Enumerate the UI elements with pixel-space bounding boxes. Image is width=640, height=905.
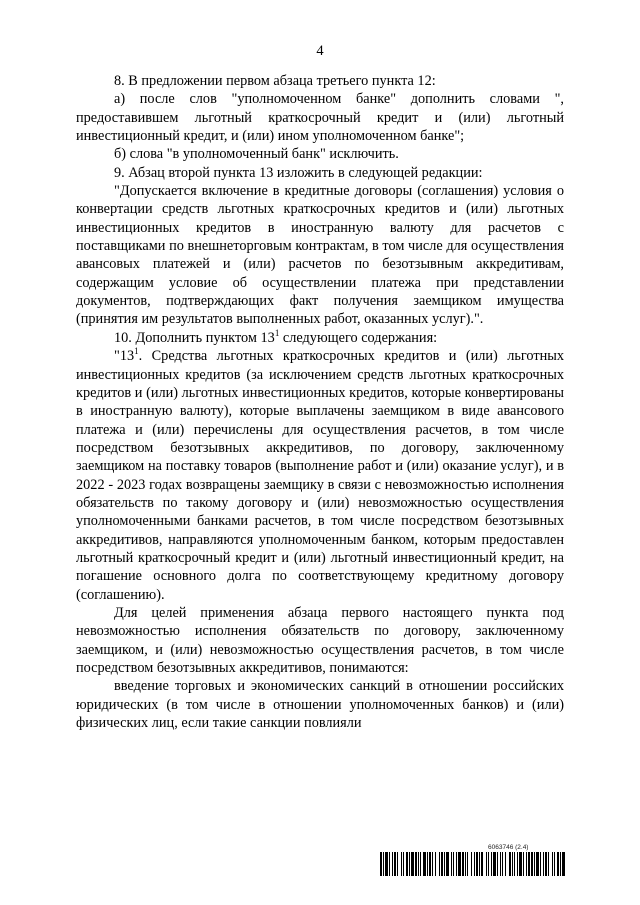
barcode-bar <box>456 852 457 876</box>
barcode <box>380 852 566 876</box>
barcode-bar <box>562 852 565 876</box>
barcode-bar <box>554 852 555 876</box>
barcode-bar <box>383 852 384 876</box>
barcode-bar <box>465 852 466 876</box>
barcode-bar <box>543 852 544 876</box>
barcode-bar <box>444 852 445 876</box>
paragraph-subitem-b: б) слова "в уполномоченный банк" исключить. <box>114 146 399 163</box>
barcode-bar <box>560 852 561 876</box>
barcode-bar <box>474 852 475 876</box>
barcode-bar <box>531 852 533 876</box>
barcode-bar <box>519 852 522 876</box>
barcode-bar <box>526 852 527 876</box>
barcode-bar <box>409 852 410 876</box>
barcode-bar <box>451 852 452 876</box>
barcode-bar <box>502 852 503 876</box>
barcode-bar <box>493 852 496 876</box>
barcode-bar <box>509 852 511 876</box>
barcode-bar <box>476 852 478 876</box>
document-body <box>76 72 564 732</box>
barcode-bar <box>394 852 396 876</box>
barcode-bar <box>446 852 449 876</box>
superscript: 1 <box>274 328 280 339</box>
barcode-bar <box>418 852 419 876</box>
paragraph-item-9: 9. Абзац второй пункта 13 изложить в следующей редакции: <box>114 164 483 181</box>
page-number: 4 <box>316 43 324 59</box>
barcode-bar <box>406 852 408 876</box>
barcode-bar <box>500 852 501 876</box>
barcode-bar <box>486 852 487 876</box>
paragraph-item-10: 10. Дополнить пунктом $13^1$ следующего содержания: <box>114 328 438 346</box>
document-code: 6063746 (2.4) <box>488 844 529 851</box>
barcode-bar <box>505 852 506 876</box>
paragraph-quote-13: "Допускается включение в кредитные договоры (соглашения) условия о конвертации средств льготных краткосрочных кредитов и (или) льготных инвестиционных кредитов в иностранную валюту для расчетов с поставщиками по внешнеторговым контрактам, в том числе для осуществления авансовых платежей и (или) расчетов по безотзывным аккредитивам, содержащим условие об осуществлении платежа при представлении документов, подтверждающих факт получения заемщиком имущества (принятия им результатов выполненных работ, оказанных услуг).". <box>76 183 564 328</box>
barcode-bar <box>540 852 541 876</box>
barcode-bar <box>536 852 539 876</box>
barcode-bar <box>534 852 535 876</box>
barcode-bar <box>545 852 547 876</box>
barcode-bar <box>411 852 414 876</box>
barcode-bar <box>462 852 464 876</box>
barcode-bar <box>517 852 518 876</box>
barcode-bar <box>423 852 426 876</box>
paragraph-definitions: Для целей применения абзаца первого настоящего пункта под невозможностью исполнения обязательств по договору, заключенному заемщиком, и (или) невозможностью осуществления расчетов, в том числе посредством безотзывных аккредитивов, понимаются: <box>76 604 564 676</box>
superscript: 1 <box>134 346 139 357</box>
barcode-bar <box>488 852 489 876</box>
barcode-bar <box>415 852 417 876</box>
paragraph-item-8: 8. В предложении первом абзаца третьего пункта 12: <box>114 73 436 89</box>
paragraph-subitem-a: а) после слов "уполномоченном банке" дополнить словами ", предоставившем льготный краткосрочный кредит и (или) льготный инвестиционный кредит, и (или) ином уполномоченном банке"; <box>76 91 564 145</box>
barcode-bar <box>491 852 492 876</box>
barcode-bar <box>389 852 390 876</box>
barcode-bar <box>552 852 553 876</box>
barcode-bar <box>401 852 402 876</box>
barcode-bar <box>479 852 480 876</box>
barcode-bar <box>512 852 513 876</box>
barcode-bar <box>497 852 498 876</box>
barcode-bar <box>528 852 530 876</box>
barcode-bar <box>397 852 398 876</box>
barcode-bar <box>380 852 382 876</box>
paragraph-sanctions: введение торговых и экономических санкций в отношении российских юридических (в том числе в отношении уполномоченных банков) и (или) физических лиц, если такие санкции повлияли <box>76 678 564 732</box>
barcode-bar <box>403 852 404 876</box>
barcode-bar <box>548 852 549 876</box>
barcode-bar <box>435 852 436 876</box>
barcode-bar <box>467 852 468 876</box>
barcode-bar <box>481 852 483 876</box>
barcode-bar <box>427 852 428 876</box>
barcode-bar <box>453 852 454 876</box>
barcode-bar <box>420 852 421 876</box>
barcode-bar <box>458 852 461 876</box>
barcode-bar <box>471 852 472 876</box>
barcode-bar <box>429 852 431 876</box>
barcode-bar <box>441 852 443 876</box>
barcode-bar <box>385 852 388 876</box>
barcode-bar <box>557 852 559 876</box>
barcode-bar <box>523 852 524 876</box>
barcode-bar <box>432 852 433 876</box>
barcode-bar <box>439 852 440 876</box>
barcode-bar <box>392 852 393 876</box>
paragraph-quote-13-1: "$13^1$. Средства льготных краткосрочных кредитов и (или) льготных инвестиционных кредитов (за исключением средств льготных краткосрочных кредитов и (или) льготных инвестиционных кредитов, которые конвертированы в иностранную валюту), которые выплачены заемщиком в виде авансового платежа и (или) перечислены для осуществления расчетов, в том числе посредством безотзывных аккредитивов, по договору, заключенному заемщиком на поставку товаров (выполнение работ и (или) оказание услуг), и в 2022 - 2023 годах возвращены заемщику в связи с невозможностью исполнения обязательств по такому договору и (или) невозможностью осуществления уполномоченными банками расчетов, в том числе посредством безотзывных аккредитивов, направляются уполномоченным банком, которым предоставлен льготный краткосрочный кредит и (или) льготный инвестиционный кредит, на погашение основного долга по соответствующему кредитному договору (соглашению). <box>76 346 564 603</box>
barcode-bar <box>514 852 515 876</box>
